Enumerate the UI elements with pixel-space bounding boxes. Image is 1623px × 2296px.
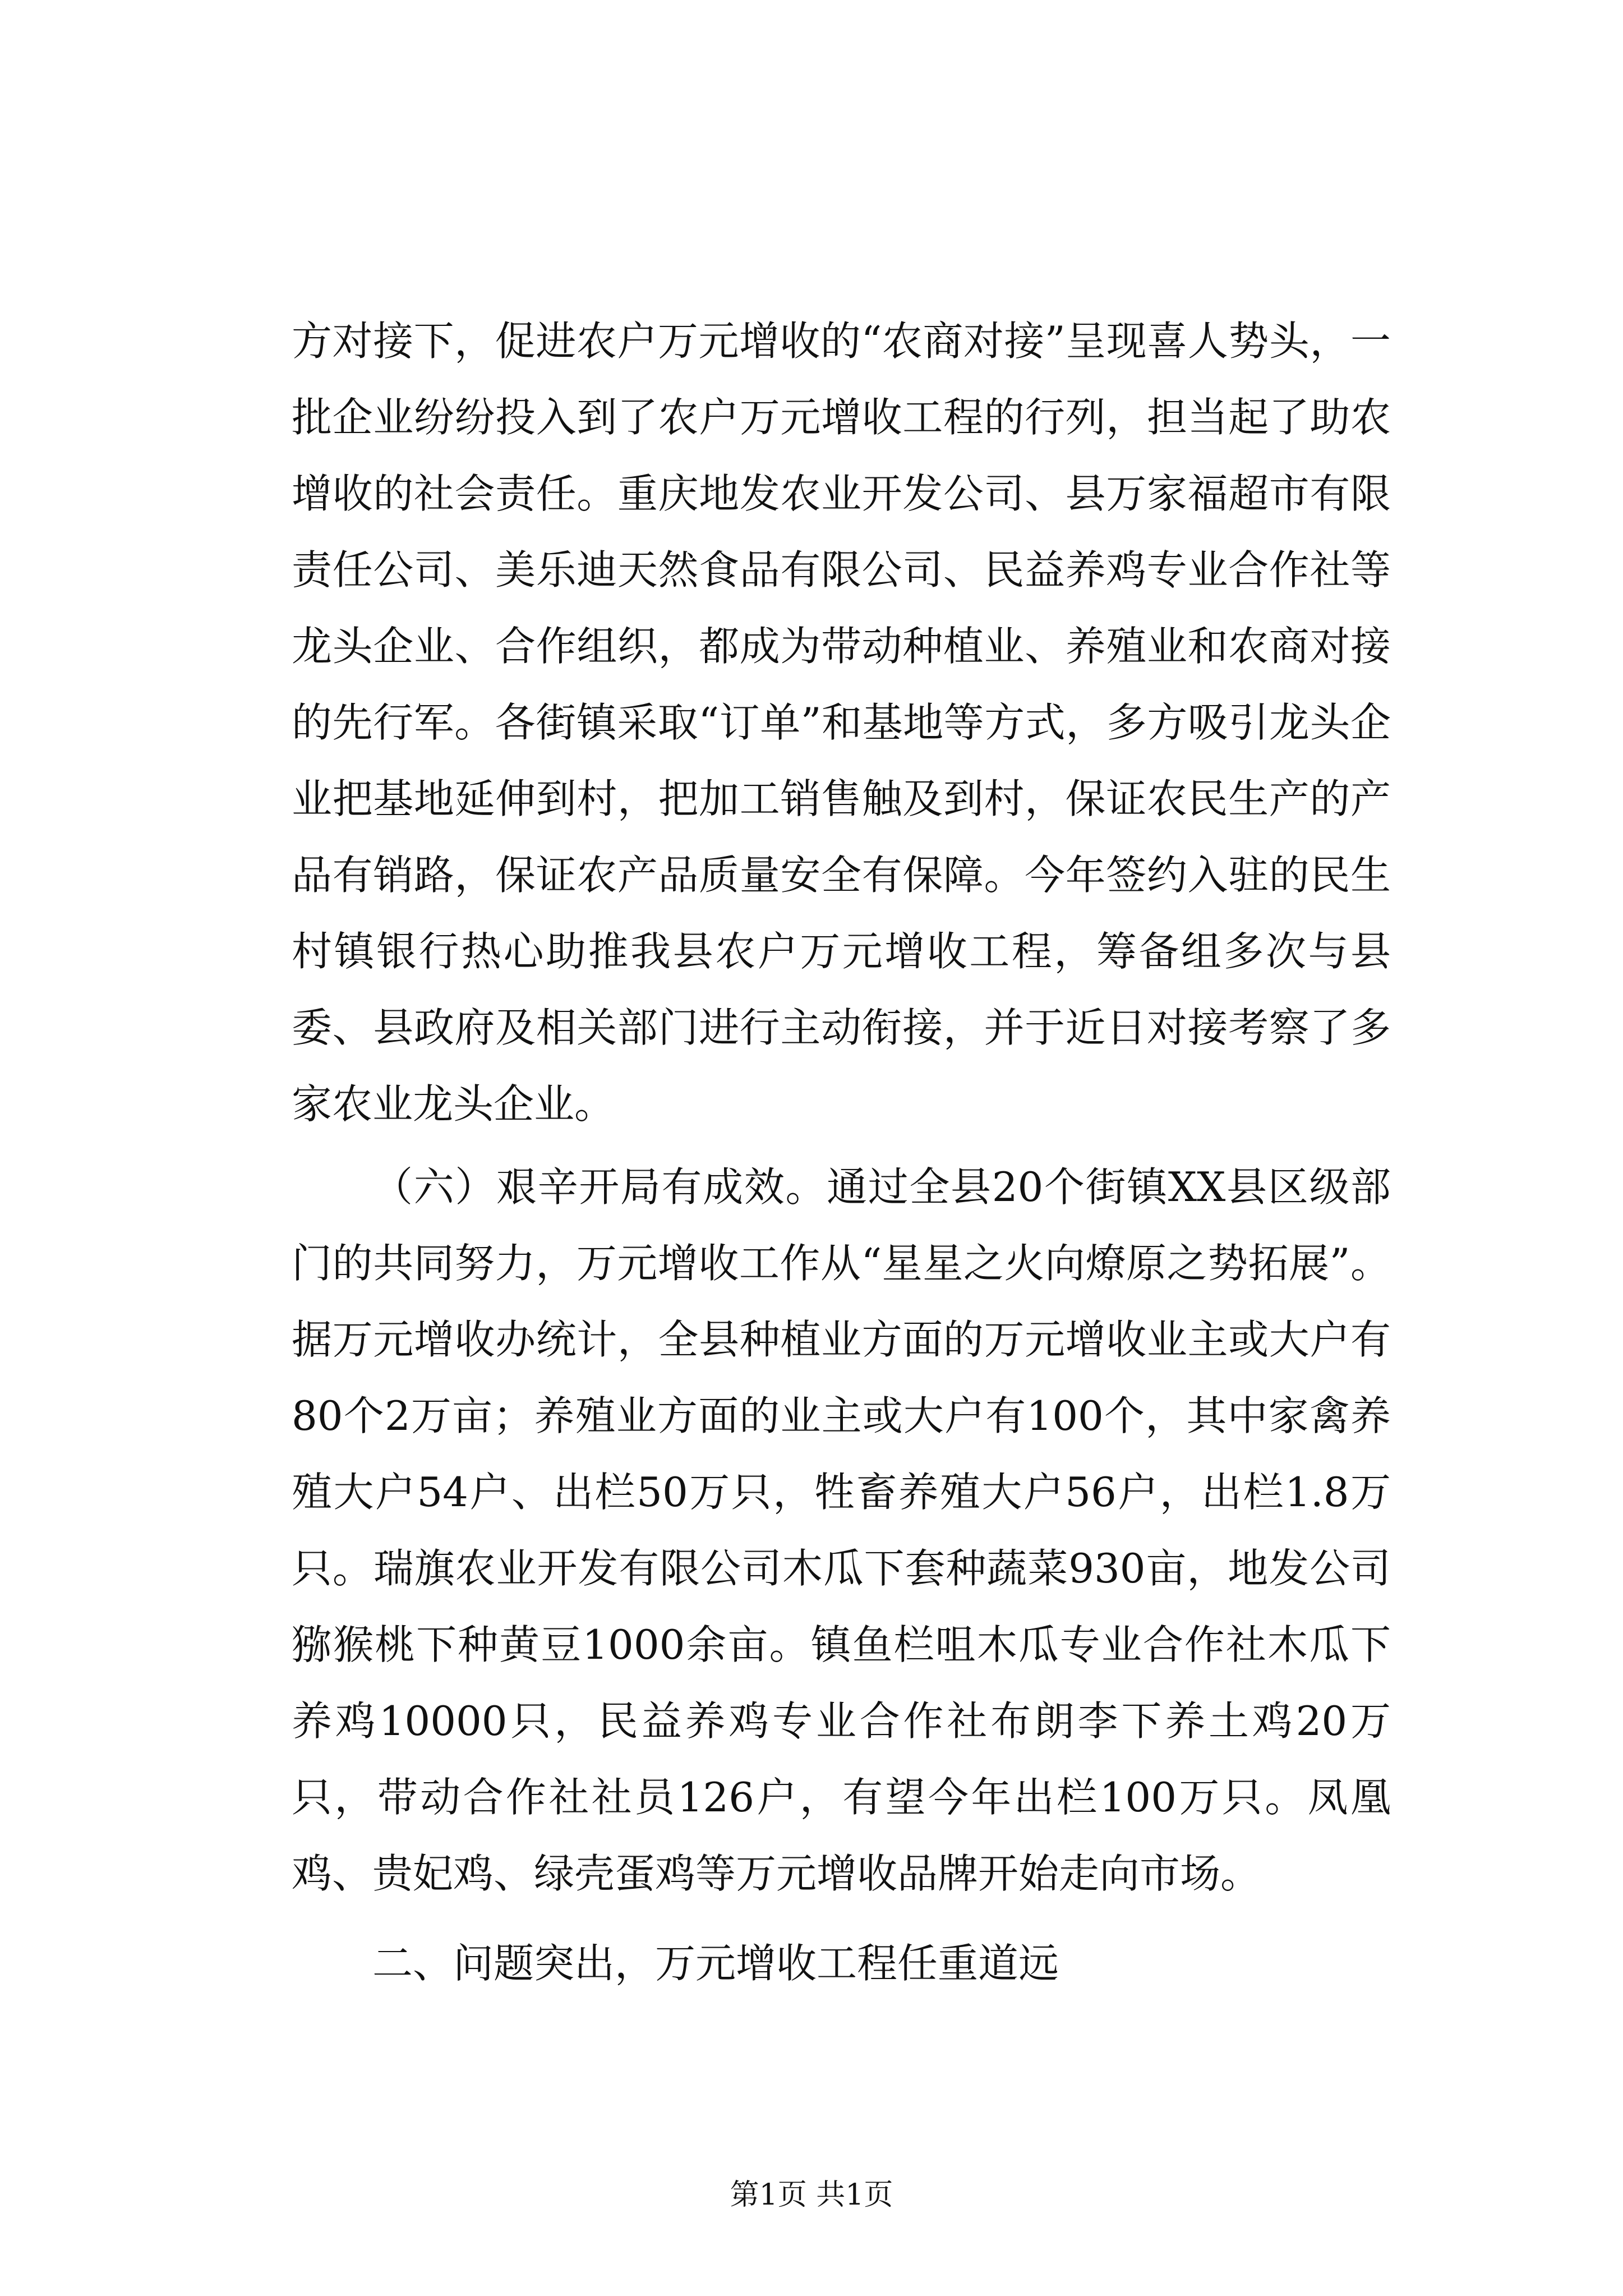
section-heading-problems: 二、问题突出，万元增收工程任重道远: [372, 1940, 1059, 1987]
page-footer: 第1页 共1页: [730, 2178, 893, 2212]
paragraph-section-six-results: （六）艰辛开局有成效。通过全县20个街镇XX县区级部门的共同努力，万元增收工作从“星星之火向燎原之势拓展”。据万元增收办统计，全县种植业方面的万元增收业主或大户有80个2万亩；养殖业方面的业主或大户有100个，其中家禽养殖大户54户、出栏50万只，牲畜养殖大户56户，出栏1.8万只。瑞旗农业开发有限公司木瓜下套种蔬菜930亩，地发公司猕猴桃下种黄豆1000余亩。镇鱼栏咀木瓜专业合作社木瓜下养鸡10000只，民益养鸡专业合作社布朗李下养土鸡20万只，带动合作社社员126户，有望今年出栏100万只。凤凰鸡、贵妃鸡、绿壳蛋鸡等万元增收品牌开始走向市场。: [292, 1163, 1391, 1897]
paragraph-agri-business-docking: 方对接下，促进农户万元增收的“农商对接”呈现喜人势头，一批企业纷纷投入到了农户万元增收工程的行列，担当起了助农增收的社会责任。重庆地发农业开发公司、县万家福超市有限责任公司、美乐迪天然食品有限公司、民益养鸡专业合作社等龙头企业、合作组织，都成为带动种植业、养殖业和农商对接的先行军。各街镇采取“订单”和基地等方式，多方吸引龙头企业把基地延伸到村，把加工销售触及到村，保证农民生产的产品有销路，保证农产品质量安全有保障。今年签约入驻的民生村镇银行热心助推我县农户万元增收工程，筹备组多次与县委、县政府及相关部门进行主动衔接，并于近日对接考察了多家农业龙头企业。: [292, 318, 1391, 1128]
document-body: [292, 303, 1391, 2001]
